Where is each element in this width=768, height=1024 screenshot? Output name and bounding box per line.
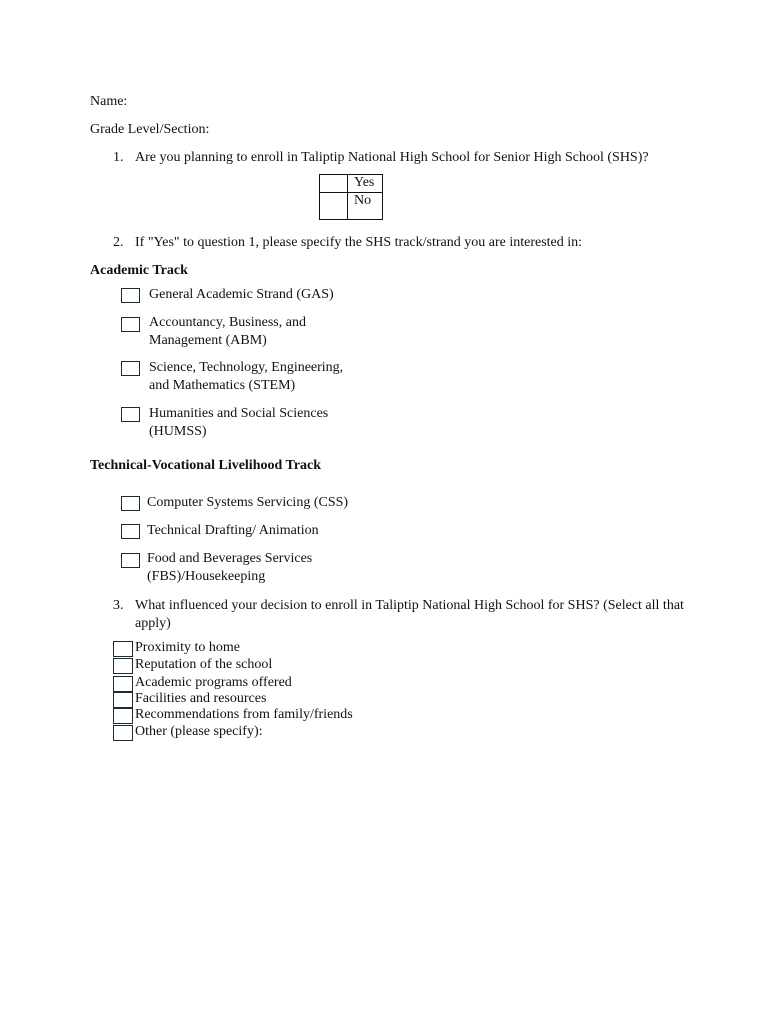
q1-yes-checkbox-cell[interactable] (320, 175, 348, 193)
other-checkbox[interactable] (113, 725, 133, 741)
recommendations-checkbox[interactable] (113, 708, 133, 724)
q3-text-line1: What influenced your decision to enroll in Taliptip National High School for SHS? (Select all that (135, 598, 684, 613)
tvl-track-heading: Technical-Vocational Livelihood Track (90, 458, 322, 473)
fbs-checkbox[interactable] (121, 553, 140, 568)
technical-drafting-checkbox[interactable] (121, 524, 140, 539)
humss-label-line1: Humanities and Social Sciences (149, 406, 329, 421)
abm-label-line1: Accountancy, Business, and (149, 315, 306, 330)
humss-checkbox[interactable] (121, 407, 140, 422)
academic-programs-checkbox[interactable] (113, 676, 133, 692)
q2-number: 2. (113, 235, 124, 250)
q1-option-no: No (348, 193, 383, 220)
reputation-label: Reputation of the school (135, 657, 273, 672)
technical-drafting-label: Technical Drafting/ Animation (147, 523, 319, 538)
q3-text-line2: apply) (135, 616, 171, 631)
stem-label-line1: Science, Technology, Engineering, (149, 360, 344, 375)
q1-answer-table (319, 174, 383, 220)
css-label: Computer Systems Servicing (CSS) (147, 495, 349, 510)
academic-programs-label: Academic programs offered (135, 675, 292, 690)
other-label: Other (please specify): (135, 724, 263, 739)
recommendations-label: Recommendations from family/friends (135, 707, 353, 722)
humss-label-line2: (HUMSS) (149, 424, 207, 439)
facilities-checkbox[interactable] (113, 692, 133, 708)
q1-option-no-row[interactable] (320, 193, 383, 220)
q3-number: 3. (113, 598, 124, 613)
q1-option-yes-row[interactable] (320, 175, 383, 193)
fbs-label-line2: (FBS)/Housekeeping (147, 569, 266, 584)
q2-text: If "Yes" to question 1, please specify the SHS track/strand you are interested in: (135, 235, 583, 250)
css-checkbox[interactable] (121, 496, 140, 511)
stem-label-line2: and Mathematics (STEM) (149, 378, 296, 393)
abm-label-line2: Management (ABM) (149, 333, 267, 348)
stem-checkbox[interactable] (121, 361, 140, 376)
proximity-checkbox[interactable] (113, 641, 133, 657)
gas-checkbox[interactable] (121, 288, 140, 303)
q1-number: 1. (113, 150, 124, 165)
fbs-label-line1: Food and Beverages Services (147, 551, 313, 566)
q1-no-checkbox-cell[interactable] (320, 193, 348, 220)
q1-text: Are you planning to enroll in Taliptip National High School for Senior High School (SHS)? (135, 150, 649, 165)
proximity-label: Proximity to home (135, 640, 240, 655)
reputation-checkbox[interactable] (113, 658, 133, 674)
abm-checkbox[interactable] (121, 317, 140, 332)
academic-track-heading: Academic Track (90, 263, 188, 278)
gas-label: General Academic Strand (GAS) (149, 287, 334, 302)
facilities-label: Facilities and resources (135, 691, 267, 706)
name-label: Name: (90, 94, 128, 109)
q1-option-yes: Yes (348, 175, 383, 193)
grade-section-label: Grade Level/Section: (90, 122, 210, 137)
